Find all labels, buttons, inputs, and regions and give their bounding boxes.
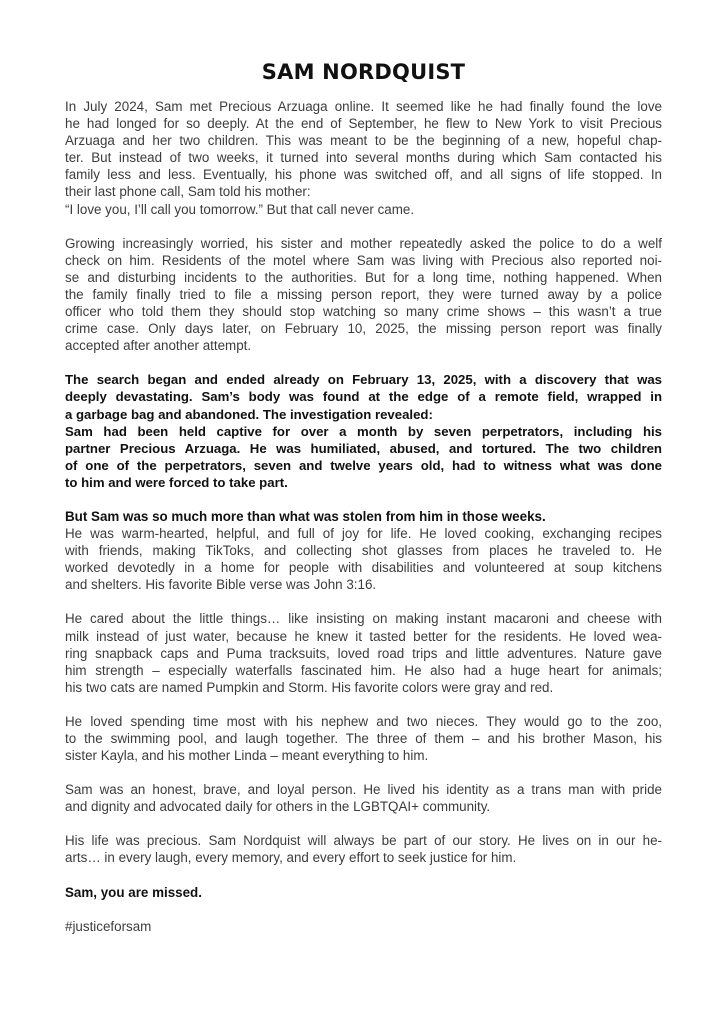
text-line: Sam was an honest, brave, and loyal person. He lived his identity as a trans man with pride <box>65 782 662 798</box>
text-line: and dignity and advocated daily for others in the LGBTQAI+ community. <box>65 799 491 815</box>
text-line: Arzuaga and her two children. This was meant to be the beginning of a new, hopeful chap- <box>65 133 662 149</box>
paragraph-little-things <box>65 610 662 695</box>
hashtag: #justiceforsam <box>65 918 152 934</box>
closing-text: Sam, you are missed. <box>65 884 202 900</box>
text-line: “I love you, I’ll call you tomorrow.” But that call never came. <box>65 201 415 217</box>
text-line: se and disturbing incidents to the authorities. But for a long time, nothing happened. When <box>65 269 662 285</box>
text-line: ter. But instead of two weeks, it turned into several months during which Sam contacted his <box>65 150 662 166</box>
paragraph-personality <box>65 508 662 593</box>
text-line: to him and were forced to take part. <box>65 474 288 490</box>
text-line: he had longed for so deeply. At the end of September, he flew to New York to visit Precious <box>65 116 662 132</box>
closing-statement <box>65 884 662 901</box>
paragraph-family <box>65 713 662 764</box>
paragraph-police <box>65 235 662 355</box>
text-line: him strength – especially waterfalls fascinated him. He also had a huge heart for animals; <box>65 662 662 678</box>
text-line: He was warm-hearted, helpful, and full of joy for life. He loved cooking, exchanging recipes <box>65 526 662 542</box>
text-line: his two cats are named Pumpkin and Storm. His favorite colors were gray and red. <box>65 679 554 695</box>
section-heading: But Sam was so much more than what was stolen from him in those weeks. <box>65 508 546 524</box>
text-line: check on him. Residents of the motel where Sam was living with Precious also reported noi- <box>65 252 662 268</box>
text-line: of one of the perpetrators, seven and twelve years old, had to witness what was done <box>65 457 662 473</box>
text-line: the family finally tried to file a missing person report, they were turned away by a police <box>65 286 662 302</box>
text-line: ring snapback caps and Puma tracksuits, loved road trips and little adventures. Nature gave <box>65 645 662 661</box>
text-line: a garbage bag and abandoned. The investigation revealed: <box>65 406 433 422</box>
text-line: Sam had been held captive for over a month by seven perpetrators, including his <box>65 423 662 439</box>
text-line: to the swimming pool, and laugh together. The three of them – and his brother Mason, his <box>65 731 662 746</box>
text-line: worked devotedly in a home for people with disabilities and volunteered at soup kitchens <box>65 560 662 576</box>
hashtag-block <box>65 918 662 935</box>
text-line: milk instead of just water, because he knew it tasted better for the residents. He loved wea- <box>65 628 662 644</box>
text-line: Growing increasingly worried, his sister and mother repeatedly asked the police to do a welf <box>65 235 662 251</box>
text-line: deeply devastating. Sam’s body was found at the edge of a remote field, wrapped in <box>65 389 662 405</box>
text-line: His life was precious. Sam Nordquist will always be part of our story. He lives on in our he- <box>65 833 662 849</box>
paragraph-identity <box>65 781 662 815</box>
text-line: and shelters. His favorite Bible verse was John 3:16. <box>65 577 377 593</box>
text-line: crime case. Only days later, on February 10, 2025, the missing person report was finally <box>65 321 662 337</box>
paragraph-meeting <box>65 98 662 218</box>
text-line: He cared about the little things… like insisting on making instant macaroni and cheese with <box>65 611 662 627</box>
document-page <box>65 60 662 952</box>
text-line: their last phone call, Sam told his mother: <box>65 184 311 200</box>
text-line: The search began and ended already on February 13, 2025, with a discovery that was <box>65 372 662 388</box>
text-line: family less and less. Eventually, his phone was switched off, and all signs of life stopped. In <box>65 167 662 183</box>
text-line: officer who told them they should stop watching so many crime shows – this wasn’t a true <box>65 304 662 320</box>
page-title: SAM NORDQUIST <box>261 60 466 84</box>
text-line: partner Precious Arzuaga. He was humiliated, abused, and tortured. The two children <box>65 440 662 456</box>
text-line: He loved spending time most with his nephew and two nieces. They would go to the zoo, <box>65 713 662 729</box>
text-line: sister Kayla, and his mother Linda – meant everything to him. <box>65 748 429 764</box>
text-line: In July 2024, Sam met Precious Arzuaga online. It seemed like he had finally found the love <box>65 99 662 114</box>
paragraph-legacy <box>65 832 662 866</box>
text-line: arts… in every laugh, every memory, and every effort to seek justice for him. <box>65 850 517 866</box>
paragraph-investigation <box>65 371 662 491</box>
text-line: with friends, making TikToks, and collecting shot glasses from places he traveled to. He <box>65 543 662 559</box>
text-line: accepted after another attempt. <box>65 338 252 354</box>
